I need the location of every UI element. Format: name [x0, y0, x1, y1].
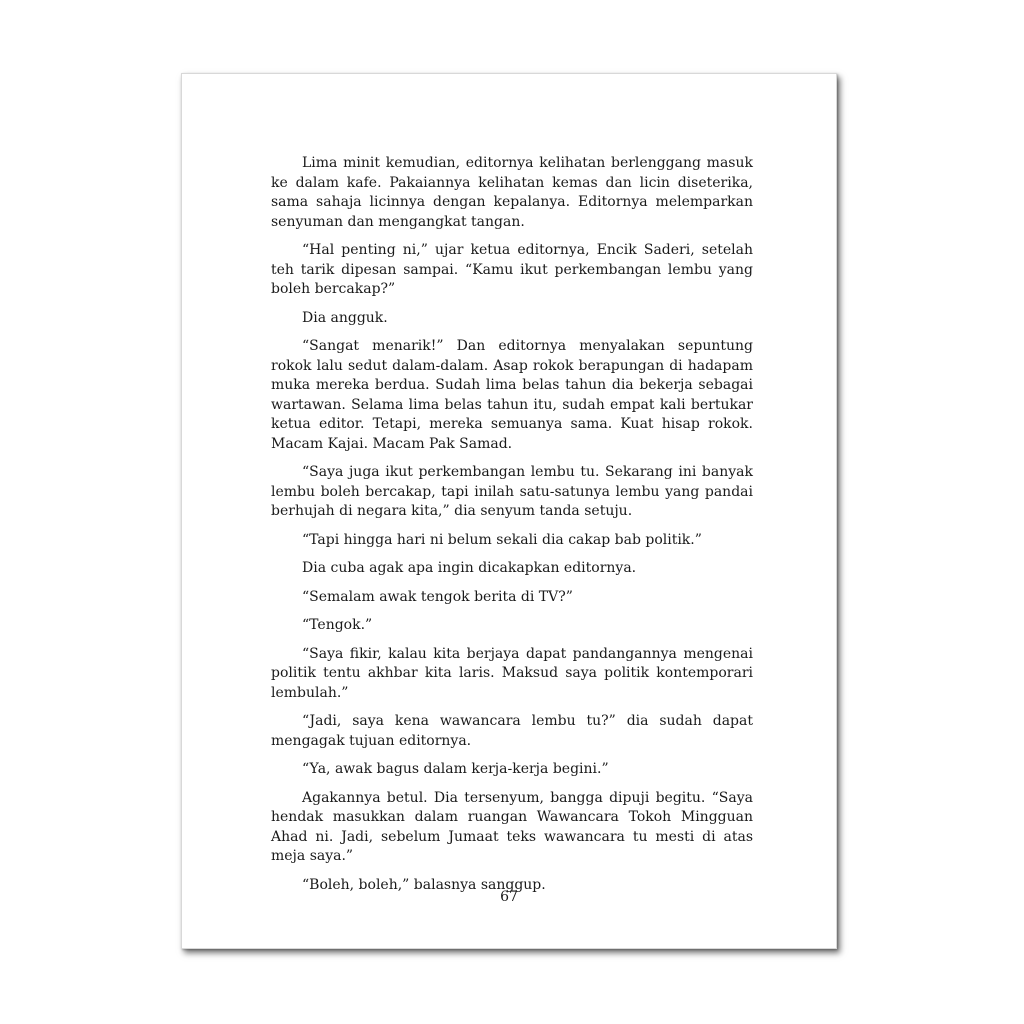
- page-number: 67: [500, 889, 518, 905]
- paragraph: “Jadi, saya kena wawancara lembu tu?” dia sudah dapat mengagak tujuan editornya.: [271, 713, 753, 749]
- paragraph: Dia angguk.: [302, 309, 388, 326]
- paragraph: “Ya, awak bagus dalam kerja-kerja begini.”: [302, 761, 609, 777]
- body-text: [271, 154, 753, 904]
- paragraph: “Semalam awak tengok berita di TV?”: [302, 588, 573, 605]
- paragraph: “Hal penting ni,” ujar ketua editornya, Encik Saderi, setelah teh tarik dipesan sampai. “Kamu ikut perkembangan lembu yang boleh bercakap?”: [271, 242, 753, 297]
- paragraph: “Tapi hingga hari ni belum sekali dia cakap bab politik.”: [302, 531, 702, 548]
- paragraph: “Tengok.”: [302, 617, 373, 633]
- paragraph: “Saya juga ikut perkembangan lembu tu. Sekarang ini banyak lembu boleh bercakap, tapi inilah satu-satunya lembu yang pandai berhujah di negara kita,” dia senyum tanda setuju.: [271, 464, 753, 519]
- paragraph: Lima minit kemudian, editornya kelihatan berlenggang masuk ke dalam kafe. Pakaiannya kelihatan kemas dan licin diseterika, sama sahaja licinnya dengan kepalanya. Editornya melemparkan senyuman dan mengangkat tangan.: [271, 155, 753, 230]
- paragraph: “Saya fikir, kalau kita berjaya dapat pandangannya mengenai politik tentu akhbar kita laris. Maksud saya politik kontemporari lembulah.”: [271, 645, 753, 701]
- book-page: [181, 73, 837, 949]
- paragraph: Dia cuba agak apa ingin dicakapkan editornya.: [302, 560, 637, 576]
- paragraph: Agakannya betul. Dia tersenyum, bangga dipuji begitu. “Saya hendak masukkan dalam ruangan Wawancara Tokoh Mingguan Ahad ni. Jadi, sebelum Jumaat teks wawancara tu mesti di atas meja saya.”: [271, 789, 753, 864]
- paragraph: “Sangat menarik!” Dan editornya menyalakan sepuntung rokok lalu sedut dalam-dalam. Asap rokok berapungan di hadapam muka mereka berdua. Sudah lima belas tahun dia bekerja sebagai wartawan. Selama lima belas tahun itu, sudah empat kali bertukar ketua editor. Tetapi, mereka semuanya sama. Kuat hisap rokok. Macam Kajai. Macam Pak Samad.: [271, 338, 753, 452]
- paragraph: “Boleh, boleh,” balasnya sanggup.: [302, 876, 546, 893]
